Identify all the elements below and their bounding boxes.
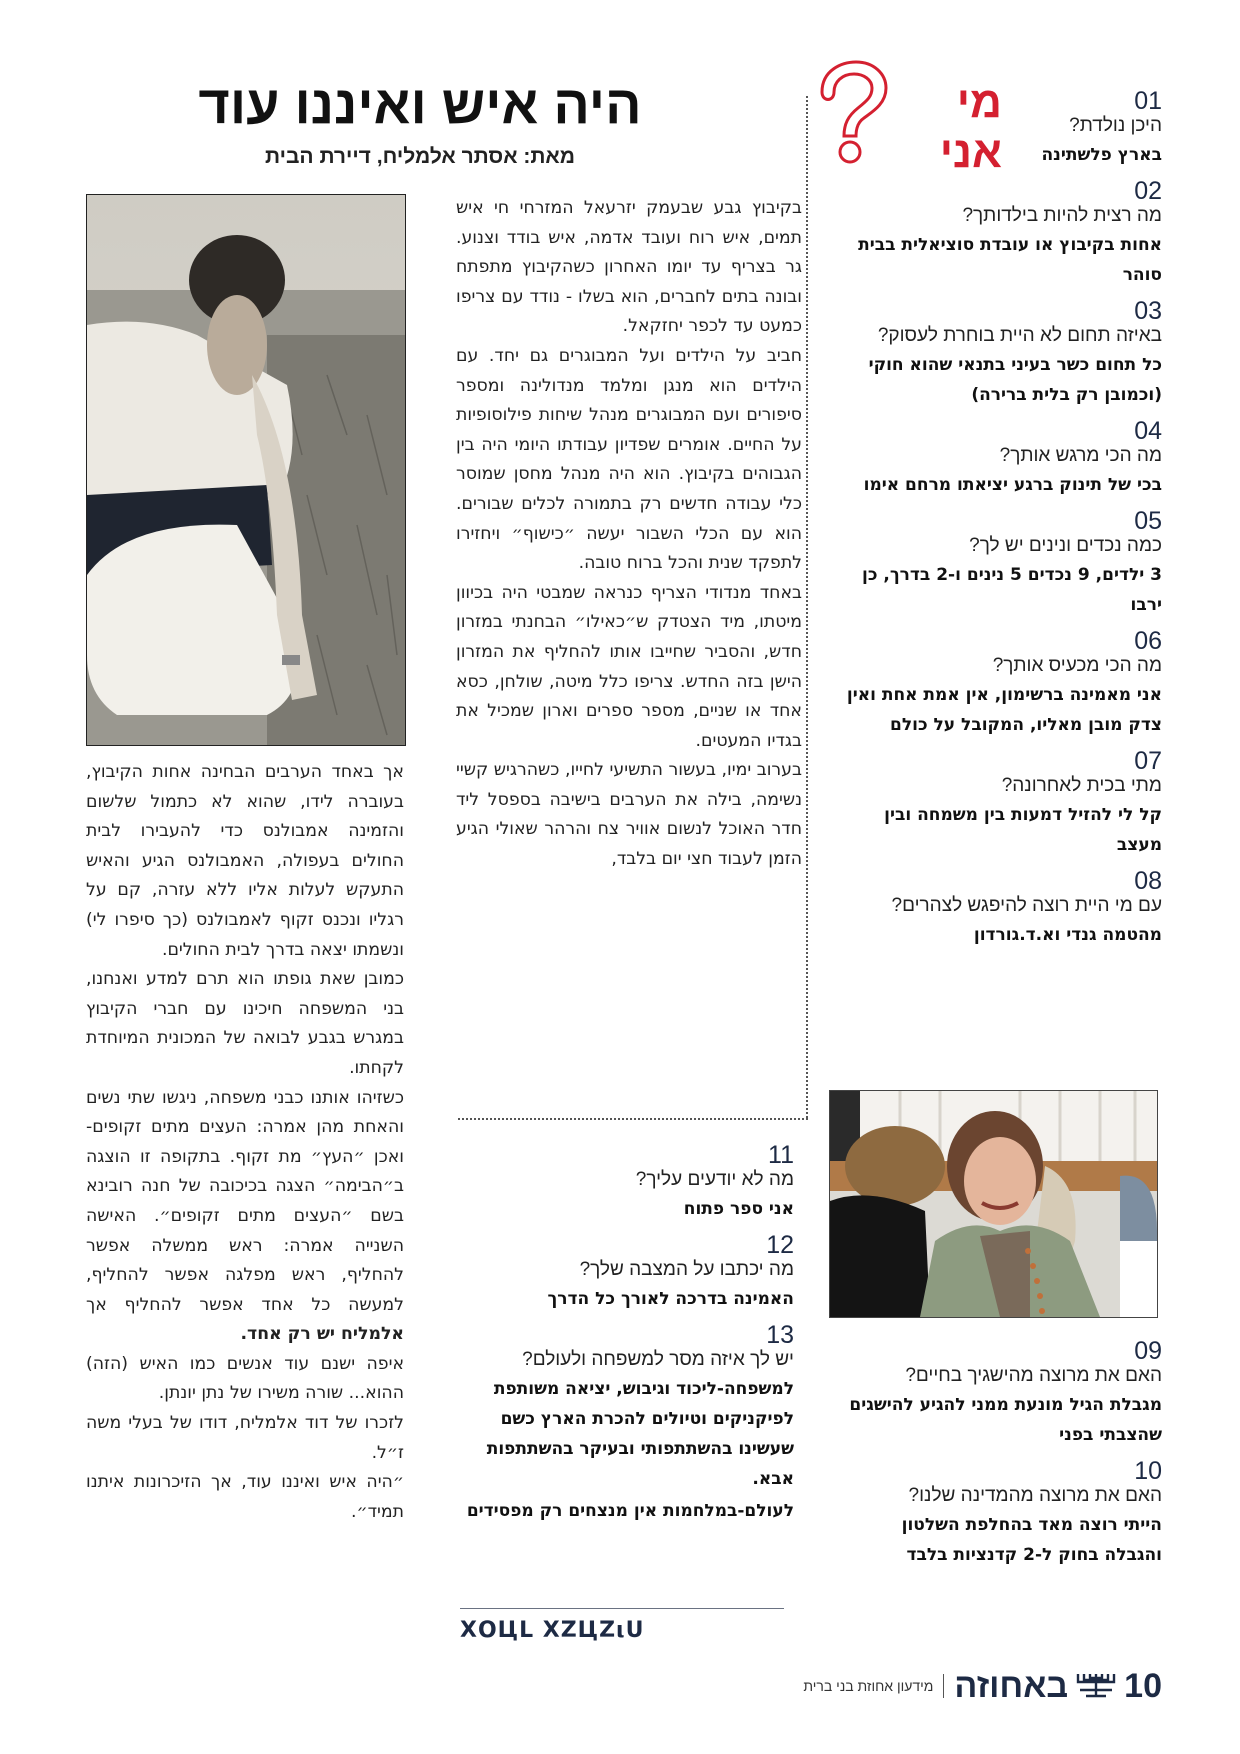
brand-logo-text: באחוזה xyxy=(954,1667,1069,1705)
qa-answer: למשפחה-ליכוד וגיבוש, יציאה משותפת לפיקניקים וטיולים להכרת הארץ כשם שעשינו בהשתתפותי ובעיקר בהשתתפות אבא. xyxy=(486,1379,794,1489)
portrait-photo-recent-image xyxy=(830,1091,1157,1317)
column-divider xyxy=(806,96,808,1118)
qa-number: 12 xyxy=(766,1231,794,1259)
page-title: היה איש ואיננו עוד xyxy=(198,75,642,135)
article-paragraph xyxy=(86,1084,404,1350)
article-paragraph: איפה ישנם עוד אנשים כמו האיש (הזה) ההוא... שורה משירו של נתן יונתן. xyxy=(86,1353,404,1404)
qa-question: כמה נכדים ונינים יש לך? xyxy=(969,535,1162,556)
qa-item xyxy=(460,1322,794,1526)
article-column-left xyxy=(86,758,404,1527)
signature-rule xyxy=(460,1608,784,1609)
handwritten-signature: ΧΟЦL ΧΖЦΖιU xyxy=(460,1618,645,1643)
article-paragraph: חביב על הילדים ועל המבוגרים גם יחד. עם הילדים הוא מנגן ומלמד מנדולינה ומספר סיפורים ועם המבוגרים מנהל שיחות פילוסופיות על החיים. אומרים שפדיון עבודתו היומי היה בין הגבוהים בקיבוץ. הוא היה מנהל מחסן שמוסר כלי עבודה חדשים רק בתמורה לכלים שבורים. הוא עם הכלי השבור יעשה ״כישוף״ ויחזירו לתפקד שנית והכל ברוח טובה. xyxy=(456,345,802,574)
qa-answer: מגבלת הגיל מונעת ממני להגיע להישגים שהצבתי בפני xyxy=(849,1395,1162,1445)
qa-answer-second: לעולם-במלחמות אין מנצחים רק מפסידים xyxy=(466,1501,794,1521)
article-paragraph: באחד מנדודי הצריף כנראה שמבטי היה בכיוון מיטתו, מיד הצטדק ש״כאילו״ הבחנתי במזרון חדש, והסביר שחייבו אותו להחליף את המזרון הישן בזה החדש. צריפו כלל מיטה, שולחן, כסא אחד או שניים, מספר ספרים וארון שמכיל את בגדיו המעטים. xyxy=(456,582,802,751)
qa-number: 13 xyxy=(766,1321,794,1349)
qa-answer: בכי של תינוק ברגע יציאתו מרחם אימו xyxy=(863,475,1162,495)
qa-item xyxy=(840,628,1162,740)
qa-question: מה הכי מרגש אותך? xyxy=(999,445,1162,466)
qa-answer: בארץ פלשתינה xyxy=(1041,145,1162,165)
qa-answer: אני ספר פתוח xyxy=(683,1199,794,1219)
qa-question: האם את מרוצה מהישגיך בחיים? xyxy=(905,1365,1162,1386)
article-paragraph-text: כשזיהו אותנו כבני משפחה, ניגשו שתי נשים והאחת מהן אמרה: העצים מתים זקופים- ואכן ״העץ״ מת זקוף. בתקופה זו הוצגה ב״הבימה״ הצגה בכיכובה של חנה רובינא בשם ״העצים מתים זקופים״. האישה השנייה אמרה: ראש ממשלה אפשר להחליף, ראש מפלגה אפשר להחליף, למעשה כל אחד אפשר להחליף אך xyxy=(86,1087,404,1315)
qa-answer: אני מאמינה ברשימון, אין אמת אחת ואין צדק מובן מאליו, המקובל על כולם xyxy=(846,685,1162,735)
qa-answer: כל תחום כשר בעיני בתנאי שהוא חוקי (וכמובן רק בלית ברירה) xyxy=(868,355,1162,405)
qa-item xyxy=(840,1338,1162,1450)
byline: מאת: אסתר אלמליח, דיירת הבית xyxy=(265,145,575,168)
qa-number: 06 xyxy=(1134,627,1162,655)
qa-question: היכן נולדת? xyxy=(1069,115,1162,136)
qa-question: מה יכתבו על המצבה שלך? xyxy=(579,1259,794,1280)
historic-photo-image xyxy=(87,195,405,745)
qa-item xyxy=(840,748,1162,860)
footer-separator xyxy=(943,1674,944,1698)
qa-answer: מהטמה גנדי וא.ד.גורדון xyxy=(973,925,1162,945)
menorah-icon xyxy=(1074,1672,1118,1700)
qa-answer: הייתי רוצה מאד בהחלפת השלטון והגבלה בחוק ל-2 קדנציות בלבד xyxy=(901,1515,1162,1565)
qa-item xyxy=(460,1232,794,1314)
qa-number: 08 xyxy=(1134,867,1162,895)
qa-number: 03 xyxy=(1134,297,1162,325)
qa-number: 02 xyxy=(1134,177,1162,205)
qa-question: האם את מרוצה מהמדינה שלנו? xyxy=(908,1485,1162,1506)
qa-question: באיזה תחום לא היית בוחרת לעסוק? xyxy=(877,325,1162,346)
qa-item xyxy=(460,1142,794,1224)
qa-number: 05 xyxy=(1134,507,1162,535)
historic-photo xyxy=(86,194,406,746)
qa-question: מה לא יודעים עליך? xyxy=(635,1169,794,1190)
publication-name: מידעון אחוזת בני ברית xyxy=(803,1678,934,1694)
article-paragraph: בערוב ימיו, בעשור התשיעי לחייו, כשהרגיש קשיי נשימה, בילה את הערבים בישיבה בספסל ליד חדר האוכל לנשום אוויר צח והרהר שאולי הגיע הזמן לעבוד חצי יום בלבד, xyxy=(456,760,802,870)
article-paragraph: אך באחד הערבים הבחינה אחות הקיבוץ, בעוברה לידו, שהוא לא כתמול שלשום והזמינה אמבולנס כדי להעבירו לבית החולים בעפולה, האמבולנס הגיע והאיש התעקש לעלות אליו ללא עזרה, קם על רגליו ונכנס זקוף לאמבולנס (כך סיפרו לי) ונשמתו יצאה בדרך לבית החולים. xyxy=(86,762,404,960)
qa-question: מה רצית להיות בילדותך? xyxy=(962,205,1162,226)
qa-number: 01 xyxy=(1134,87,1162,115)
qa-item xyxy=(840,178,1162,290)
qa-answer: קל לי להזיל דמעות בין משמחה ובין מעצב xyxy=(884,805,1162,855)
article-paragraph: לזכרו של דוד אלמליח, דודו של בעלי משה ז״ל. xyxy=(86,1413,404,1463)
qa-item xyxy=(840,1458,1162,1570)
qa-column-lower-middle xyxy=(460,1142,794,1534)
qa-question: עם מי היית רוצה להיפגש לצהרים? xyxy=(891,895,1162,916)
article-paragraph: כמובן שאת גופתו הוא תרם למדע ואנחנו, בני המשפחה חיכינו עם חברי הקיבוץ במגרש בגבע לבואה של המכונית המיוחדת לקחתו. xyxy=(86,969,404,1078)
qa-column-bottom xyxy=(840,1338,1162,1578)
article-bold-phrase: אלמליח יש רק אחד. xyxy=(240,1324,404,1345)
qa-question: מה הכי מכעיס אותך? xyxy=(992,655,1162,676)
qa-number: 10 xyxy=(1134,1457,1162,1485)
page-footer xyxy=(780,1666,1162,1706)
section-divider xyxy=(458,1118,808,1120)
page-number: 10 xyxy=(1124,1667,1162,1705)
qa-item xyxy=(840,298,1162,410)
qa-answer: אחות בקיבוץ או עובדת סוציאלית בבית סוהר xyxy=(858,235,1162,285)
qa-number: 09 xyxy=(1134,1337,1162,1365)
section-heading-mi-ani: מי אני xyxy=(939,78,1002,177)
qa-answer: 3 ילדים, 9 נכדים 5 נינים ו-2 בדרך, כן ירבו xyxy=(862,565,1162,615)
qa-answer: האמינה בדרכה לאורך כל הדרך xyxy=(547,1289,794,1309)
qa-number: 07 xyxy=(1134,747,1162,775)
qa-item xyxy=(840,508,1162,620)
qa-question: יש לך איזה מסר למשפחה ולעולם? xyxy=(522,1349,794,1370)
qa-question: מתי בכית לאחרונה? xyxy=(1001,775,1162,796)
qa-item xyxy=(840,88,1162,170)
portrait-photo-recent xyxy=(829,1090,1158,1318)
qa-number: 11 xyxy=(768,1141,794,1169)
article-paragraph: ״היה איש ואיננו עוד, אך הזיכרונות איתנו תמיד״. xyxy=(86,1472,404,1522)
qa-item xyxy=(840,418,1162,500)
article-paragraph: בקיבוץ גבע שבעמק יזרעאל המזרחי חי איש תמים, איש רוח ועובד אדמה, איש בודד וצנוע. גר בצריף עד יומו האחרון כשהקיבוץ מתפתח ובונה בתים לחברים, הוא בשלו - נודד עם צריפו כמעט עד לכפר יחזקאל. xyxy=(456,198,802,337)
article-column-middle xyxy=(456,194,802,875)
qa-number: 04 xyxy=(1134,417,1162,445)
qa-column-top xyxy=(840,88,1162,958)
qa-item xyxy=(840,868,1162,950)
